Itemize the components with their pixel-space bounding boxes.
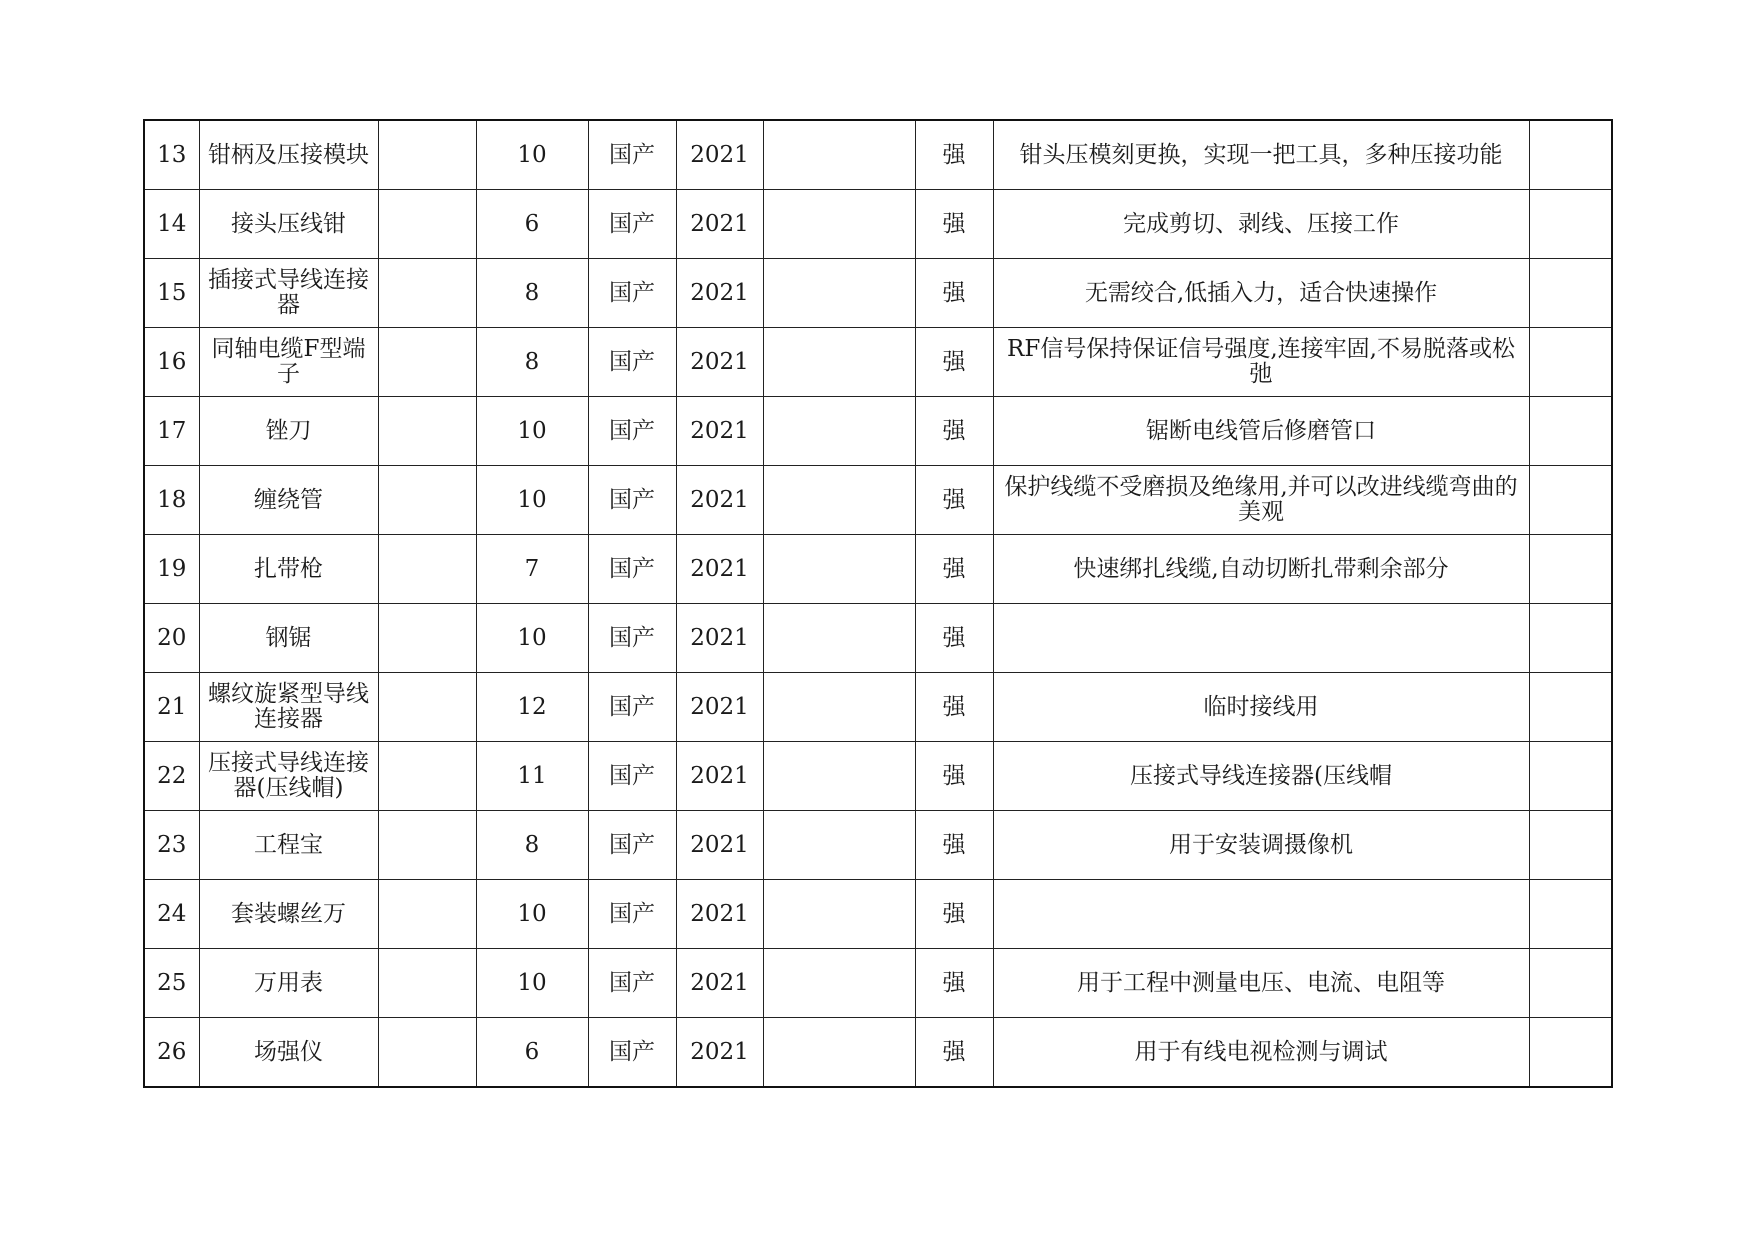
cell-blank [763,880,915,949]
cell-spec [378,880,476,949]
cell-description: 用于工程中测量电压、电流、电阻等 [993,949,1529,1018]
cell-spec [378,466,476,535]
cell-item-name: 工程宝 [199,811,378,880]
cell-quantity: 6 [476,1018,588,1088]
cell-quantity: 10 [476,466,588,535]
cell-description: 无需绞合,低插入力，适合快速操作 [993,259,1529,328]
cell-description: 快速绑扎线缆,自动切断扎带剩余部分 [993,535,1529,604]
cell-number: 13 [144,120,199,190]
cell-number: 18 [144,466,199,535]
cell-description: 锯断电线管后修磨管口 [993,397,1529,466]
cell-spec [378,811,476,880]
cell-spec [378,535,476,604]
cell-year: 2021 [676,259,763,328]
cell-origin: 国产 [588,120,676,190]
cell-item-name: 缠绕管 [199,466,378,535]
cell-number: 17 [144,397,199,466]
cell-blank [763,535,915,604]
cell-note [1529,466,1612,535]
cell-description: 钳头压模刻更换，实现一把工具，多种压接功能 [993,120,1529,190]
cell-spec [378,397,476,466]
cell-quantity: 11 [476,742,588,811]
cell-level: 强 [915,259,993,328]
cell-origin: 国产 [588,811,676,880]
cell-note [1529,397,1612,466]
cell-blank [763,190,915,259]
cell-item-name: 压接式导线连接器(压线帽) [199,742,378,811]
cell-spec [378,742,476,811]
cell-description [993,604,1529,673]
cell-blank [763,466,915,535]
cell-level: 强 [915,120,993,190]
cell-item-name: 场强仪 [199,1018,378,1088]
cell-year: 2021 [676,1018,763,1088]
cell-description [993,880,1529,949]
cell-note [1529,1018,1612,1088]
cell-number: 15 [144,259,199,328]
cell-description: 用于有线电视检测与调试 [993,1018,1529,1088]
cell-year: 2021 [676,811,763,880]
cell-level: 强 [915,604,993,673]
cell-description: 压接式导线连接器(压线帽 [993,742,1529,811]
cell-item-name: 扎带枪 [199,535,378,604]
table-row [144,535,1612,604]
cell-item-name: 套装螺丝万 [199,880,378,949]
cell-origin: 国产 [588,880,676,949]
cell-number: 26 [144,1018,199,1088]
cell-item-name: 万用表 [199,949,378,1018]
cell-blank [763,673,915,742]
cell-year: 2021 [676,466,763,535]
cell-level: 强 [915,1018,993,1088]
cell-origin: 国产 [588,328,676,397]
cell-year: 2021 [676,949,763,1018]
cell-level: 强 [915,190,993,259]
cell-spec [378,673,476,742]
cell-origin: 国产 [588,742,676,811]
cell-level: 强 [915,811,993,880]
cell-year: 2021 [676,328,763,397]
cell-origin: 国产 [588,466,676,535]
table-row [144,397,1612,466]
table-row [144,1018,1612,1088]
cell-number: 20 [144,604,199,673]
equipment-table [143,119,1613,1088]
cell-description: 用于安装调摄像机 [993,811,1529,880]
table-row [144,949,1612,1018]
cell-origin: 国产 [588,259,676,328]
table-row [144,880,1612,949]
cell-note [1529,328,1612,397]
cell-note [1529,190,1612,259]
cell-level: 强 [915,535,993,604]
cell-level: 强 [915,949,993,1018]
cell-spec [378,949,476,1018]
cell-origin: 国产 [588,1018,676,1088]
cell-blank [763,328,915,397]
cell-item-name: 同轴电缆F型端子 [199,328,378,397]
cell-blank [763,604,915,673]
cell-number: 14 [144,190,199,259]
cell-quantity: 8 [476,259,588,328]
cell-level: 强 [915,397,993,466]
cell-origin: 国产 [588,673,676,742]
cell-level: 强 [915,742,993,811]
cell-year: 2021 [676,604,763,673]
cell-note [1529,742,1612,811]
cell-note [1529,259,1612,328]
cell-note [1529,811,1612,880]
cell-level: 强 [915,880,993,949]
cell-year: 2021 [676,190,763,259]
cell-origin: 国产 [588,397,676,466]
cell-blank [763,1018,915,1088]
table-row [144,190,1612,259]
cell-blank [763,397,915,466]
cell-spec [378,1018,476,1088]
cell-note [1529,880,1612,949]
cell-origin: 国产 [588,535,676,604]
cell-item-name: 接头压线钳 [199,190,378,259]
table-row [144,328,1612,397]
cell-description: 保护线缆不受磨损及绝缘用,并可以改进线缆弯曲的美观 [993,466,1529,535]
cell-note [1529,120,1612,190]
cell-year: 2021 [676,397,763,466]
cell-description: 临时接线用 [993,673,1529,742]
cell-item-name: 钢锯 [199,604,378,673]
cell-number: 23 [144,811,199,880]
cell-year: 2021 [676,120,763,190]
cell-quantity: 10 [476,120,588,190]
cell-year: 2021 [676,742,763,811]
cell-number: 16 [144,328,199,397]
cell-origin: 国产 [588,604,676,673]
cell-number: 24 [144,880,199,949]
cell-item-name: 锉刀 [199,397,378,466]
cell-year: 2021 [676,535,763,604]
cell-quantity: 12 [476,673,588,742]
cell-blank [763,259,915,328]
cell-note [1529,673,1612,742]
cell-spec [378,259,476,328]
table-row [144,811,1612,880]
cell-description: 完成剪切、剥线、压接工作 [993,190,1529,259]
cell-spec [378,604,476,673]
cell-spec [378,328,476,397]
table-row [144,466,1612,535]
cell-blank [763,742,915,811]
cell-note [1529,535,1612,604]
cell-spec [378,120,476,190]
cell-year: 2021 [676,673,763,742]
cell-number: 22 [144,742,199,811]
cell-blank [763,120,915,190]
cell-level: 强 [915,328,993,397]
cell-description: RF信号保持保证信号强度,连接牢固,不易脱落或松弛 [993,328,1529,397]
cell-origin: 国产 [588,949,676,1018]
cell-note [1529,604,1612,673]
cell-note [1529,949,1612,1018]
cell-level: 强 [915,673,993,742]
cell-number: 25 [144,949,199,1018]
cell-year: 2021 [676,880,763,949]
cell-item-name: 钳柄及压接模块 [199,120,378,190]
table-row [144,120,1612,190]
cell-level: 强 [915,466,993,535]
table-row [144,259,1612,328]
cell-origin: 国产 [588,190,676,259]
cell-number: 21 [144,673,199,742]
cell-quantity: 10 [476,949,588,1018]
table-row [144,604,1612,673]
table-row [144,742,1612,811]
cell-blank [763,811,915,880]
cell-item-name: 插接式导线连接器 [199,259,378,328]
cell-number: 19 [144,535,199,604]
cell-quantity: 7 [476,535,588,604]
table-body [144,120,1612,1087]
cell-spec [378,190,476,259]
cell-quantity: 8 [476,328,588,397]
cell-quantity: 6 [476,190,588,259]
cell-quantity: 8 [476,811,588,880]
cell-quantity: 10 [476,880,588,949]
cell-quantity: 10 [476,604,588,673]
table-row [144,673,1612,742]
cell-item-name: 螺纹旋紧型导线连接器 [199,673,378,742]
cell-blank [763,949,915,1018]
cell-quantity: 10 [476,397,588,466]
